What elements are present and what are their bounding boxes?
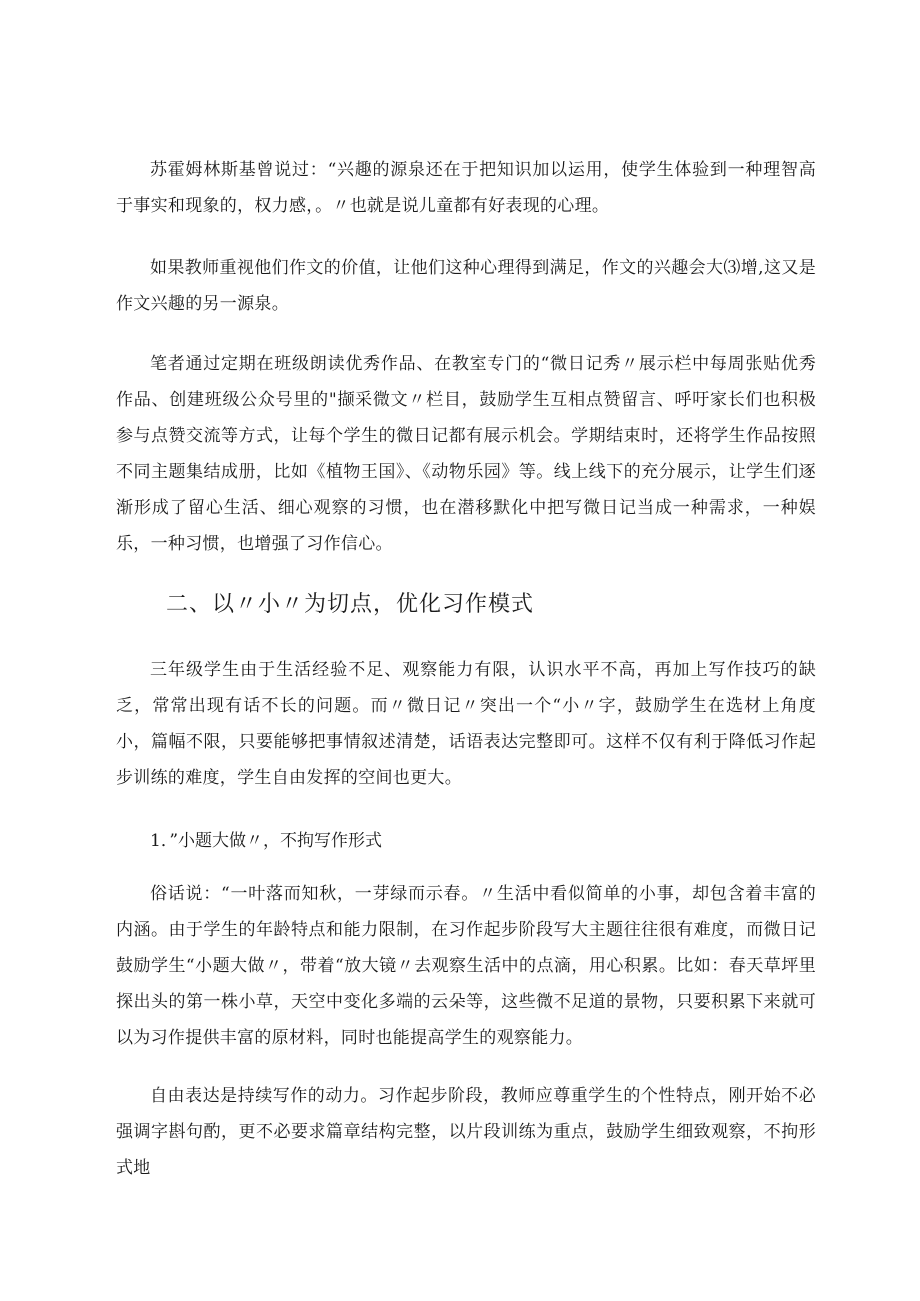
paragraph-quote: 苏霍姆林斯基曾说过：“兴趣的源泉还在于把知识加以运用，使学生体验到一种理智高于事实和现象的，权力感，。〃也就是说儿童都有好表现的心理。 [116,160,816,216]
section-heading: 二、以〃小〃为切点，优化习作模式 [166,592,535,617]
paragraph-value: 如果教师重视他们作文的价值，让他们这种心理得到满足，作文的兴趣会大⑶增,这又是作文兴趣的另一源泉。 [116,258,816,314]
paragraph-free-expression: 自由表达是持续写作的动力。习作起步阶段，教师应尊重学生的个性特点，刚开始不必强调字斟句酌，更不必要求篇章结构完整，以片段训练为重点，鼓励学生细致观察，不拘形式地 [116,1086,816,1178]
paragraph-section-intro: 三年级学生由于生活经验不足、观察能力有限，认识水平不高，再加上写作技巧的缺乏，常常出现有话不长的问题。而〃微日记〃突出一个“小〃字，鼓励学生在选材上角度小，篇幅不限，只要能够把事情叙述清楚，话语表达完整即可。这样不仅有利于降低习作起步训练的难度，学生自由发挥的空间也更大。 [116,660,816,788]
paragraph-proverb: 俗话说：“一叶落而知秋，一芽绿而示春。〃生活中看似简单的小事，却包含着丰富的内涵。由于学生的年龄特点和能力限制，在习作起步阶段写大主题往往很有难度，而微日记鼓励学生“小题大做〃，带着“放大镜〃去观察生活中的点滴，用心积累。比如：春天草坪里探出头的第一株小草，天空中变化多端的云朵等，这些微不足道的景物，只要积累下来就可以为习作提供丰富的原材料，同时也能提高学生的观察能力。 [116,884,816,1048]
subheading: 1．”小题大做〃，不拘写作形式 [150,831,383,851]
paragraph-showcase: 笔者通过定期在班级朗读优秀作品、在教室专门的“微日记秀〃展示栏中每周张贴优秀作品、创建班级公众号里的"撷采微文〃栏目，鼓励学生互相点赞留言、呼吁家长们也积极参与点赞交流等方式，让每个学生的微日记都有展示机会。学期结束时，还将学生作品按照不同主题集结成册，比如《植物王国》、《动物乐园》等。线上线下的充分展示，让学生们逐渐形成了留心生活、细心观察的习惯，也在潜移默化中把写微日记当成一种需求，一种娱乐，一种习惯，也增强了习作信心。 [116,354,816,554]
